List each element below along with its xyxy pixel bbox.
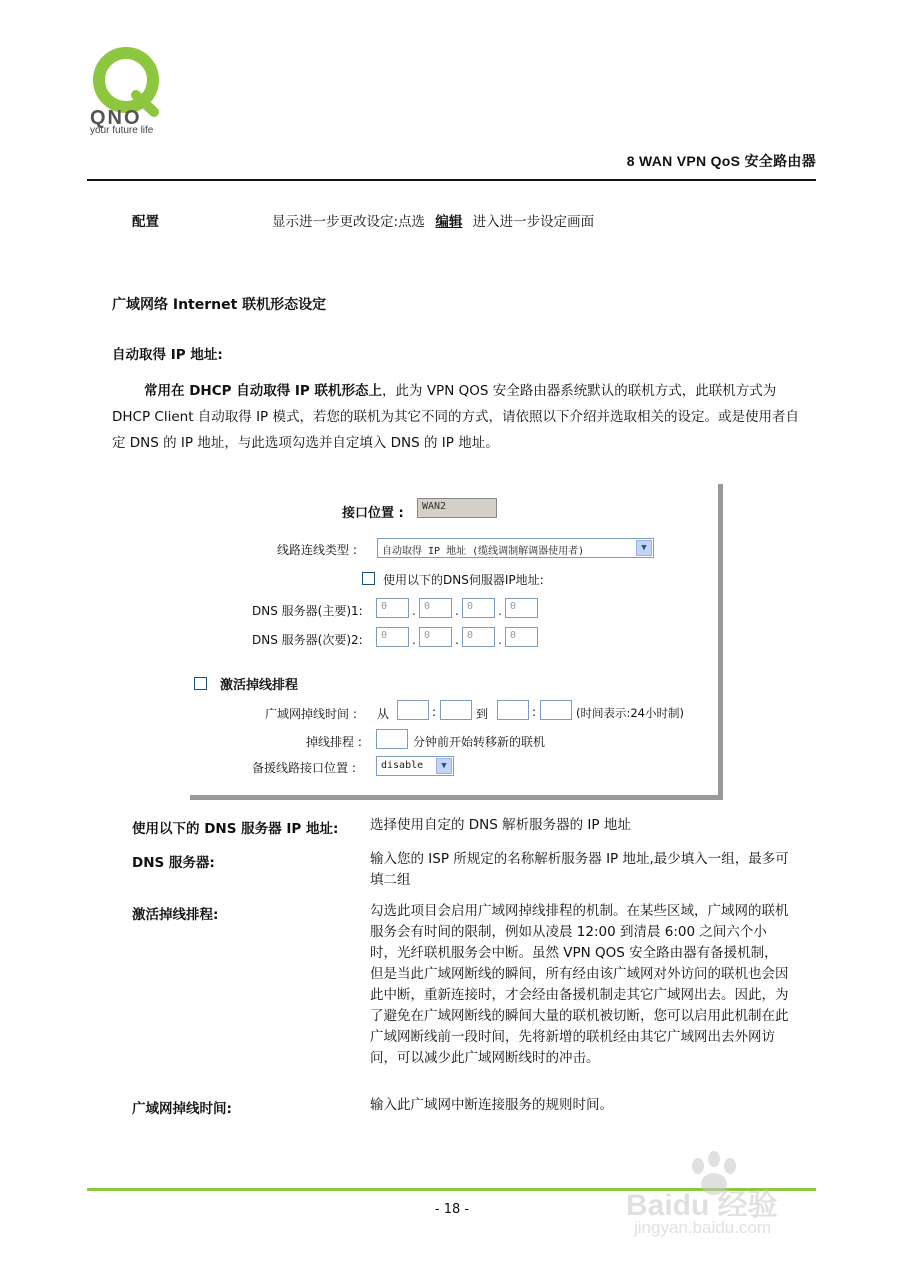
header-divider <box>87 179 816 181</box>
time-hint: (时间表示:24小时制) <box>576 706 684 720</box>
section-title: 广域网络 Internet 联机形态设定 <box>112 297 327 313</box>
dns2-dot-3: . <box>498 633 502 647</box>
dns1-dot-2: . <box>455 604 459 618</box>
dns2-octet-3[interactable]: 0 <box>462 627 495 647</box>
def-term-use-dns: 使用以下的 DNS 服务器 IP 地址: <box>132 821 339 837</box>
config-term: 配置 <box>132 214 159 230</box>
drop-sched-suffix: 分钟前开始转移新的联机 <box>413 735 546 749</box>
edit-link[interactable]: 编辑 <box>435 214 463 230</box>
watermark-url: jingyan.baidu.com <box>634 1218 772 1237</box>
intro-rest: ，此为 VPN QOS 安全路由器系统默认的联机方式，此联机方式为 DHCP Client 自动取得 IP 模式，若您的联机为其它不同的方式，请依照以下介绍并选取相关的设定。或是使用者自定 DNS 的 IP 地址，与此选项勾选并自定填入 DNS 的 IP 地址。 <box>112 383 799 451</box>
config-desc-after: 进入进一步设定画面 <box>472 214 595 230</box>
to-minute-input[interactable] <box>540 700 572 720</box>
use-dns-checkbox[interactable] <box>362 572 375 585</box>
interface-value: WAN2 <box>417 498 497 518</box>
dns1-dot-3: . <box>498 604 502 618</box>
from-hour-input[interactable] <box>397 700 429 720</box>
config-desc <box>272 211 594 233</box>
schedule-checkbox[interactable] <box>194 677 207 690</box>
from-label: 从 <box>377 707 390 721</box>
from-colon: : <box>432 705 437 719</box>
dns1-octet-2[interactable]: 0 <box>419 598 452 618</box>
wan-down-time-label: 广域网掉线时间 : <box>265 707 357 721</box>
intro-paragraph <box>112 378 802 456</box>
drop-sched-label: 掉线排程 : <box>306 735 362 749</box>
from-minute-input[interactable] <box>440 700 472 720</box>
conn-type-select[interactable] <box>377 538 654 558</box>
def-term-wan-down-time: 广域网掉线时间: <box>132 1101 232 1117</box>
def-desc-wan-down-time: 输入此广域网中断连接服务的规则时间。 <box>370 1097 613 1113</box>
watermark-brand: Baidu 经验 <box>626 1189 778 1222</box>
subsection-title: 自动取得 IP 地址: <box>112 347 223 363</box>
baidu-watermark <box>626 1150 846 1240</box>
backup-value: disable <box>381 760 424 771</box>
chevron-down-icon: ▼ <box>636 540 652 556</box>
schedule-label: 激活掉线排程 <box>220 678 299 693</box>
page-number: - 18 - <box>434 1202 470 1217</box>
def-desc-use-dns: 选择使用自定的 DNS 解析服务器的 IP 地址 <box>370 817 631 833</box>
def-desc-dns-server: 输入您的 ISP 所规定的名称解析服务器 IP 地址,最少填入一组，最多可填二组 <box>370 851 789 888</box>
header-title: 8 WAN VPN QoS 安全路由器 <box>626 153 816 169</box>
svg-text:QNO: QNO <box>90 107 142 129</box>
def-term-schedule: 激活掉线排程: <box>132 907 219 923</box>
config-desc-before: 显示进一步更改设定:点选 <box>272 214 426 230</box>
dns2-octet-4[interactable]: 0 <box>505 627 538 647</box>
def-desc-schedule: 勾选此项目会启用广域网掉线排程的机制。在某些区域，广域网的联机服务会有时间的限制，例如从凌晨 12:00 到清晨 6:00 之间六个小时，光纤联机服务会中断。虽然 VPN QOS 安全路由器有备援机制，但是当此广域网断线的瞬间，所有经由该广域网对外访问的联机也会因此中断，重新连接时，才会经由备援机制走其它广域网出去。因此，为了避免在广域网断线的瞬间大量的联机被切断，您可以启用此机制在此广域网断线前一段时间，先将新增的联机经由其它广域网出去外网访问，可以减少此广域网断线时的冲击。 <box>370 903 789 1066</box>
to-colon: : <box>532 705 537 719</box>
dns2-dot-2: . <box>455 633 459 647</box>
intro-lead: 常用在 DHCP 自动取得 IP 联机形态上 <box>144 383 383 399</box>
dns2-octet-1[interactable]: 0 <box>376 627 409 647</box>
backup-select[interactable] <box>376 756 454 776</box>
drop-sched-input[interactable] <box>376 729 408 749</box>
chevron-down-icon: ▼ <box>436 758 452 774</box>
dns1-label: DNS 服务器(主要)1: <box>252 604 363 618</box>
dns2-label: DNS 服务器(次要)2: <box>252 633 363 647</box>
settings-screenshot <box>190 484 723 800</box>
dns1-octet-4[interactable]: 0 <box>505 598 538 618</box>
dns1-octet-3[interactable]: 0 <box>462 598 495 618</box>
use-dns-label: 使用以下的DNS伺服器IP地址: <box>383 573 544 587</box>
interface-label: 接口位置 : <box>342 506 404 521</box>
def-term-dns-server: DNS 服务器: <box>132 855 215 871</box>
to-label: 到 <box>476 707 489 721</box>
backup-label: 备援线路接口位置 : <box>252 761 356 775</box>
dns1-octet-1[interactable]: 0 <box>376 598 409 618</box>
conn-type-label: 线路连线类型 : <box>277 543 357 557</box>
dns2-octet-2[interactable]: 0 <box>419 627 452 647</box>
dns1-dot-1: . <box>412 604 416 618</box>
conn-type-value: 自动取得 IP 地址 (缆线调制解调器使用者) <box>382 546 585 557</box>
logo-tagline: your future life <box>90 125 154 136</box>
to-hour-input[interactable] <box>497 700 529 720</box>
dns2-dot-1: . <box>412 633 416 647</box>
